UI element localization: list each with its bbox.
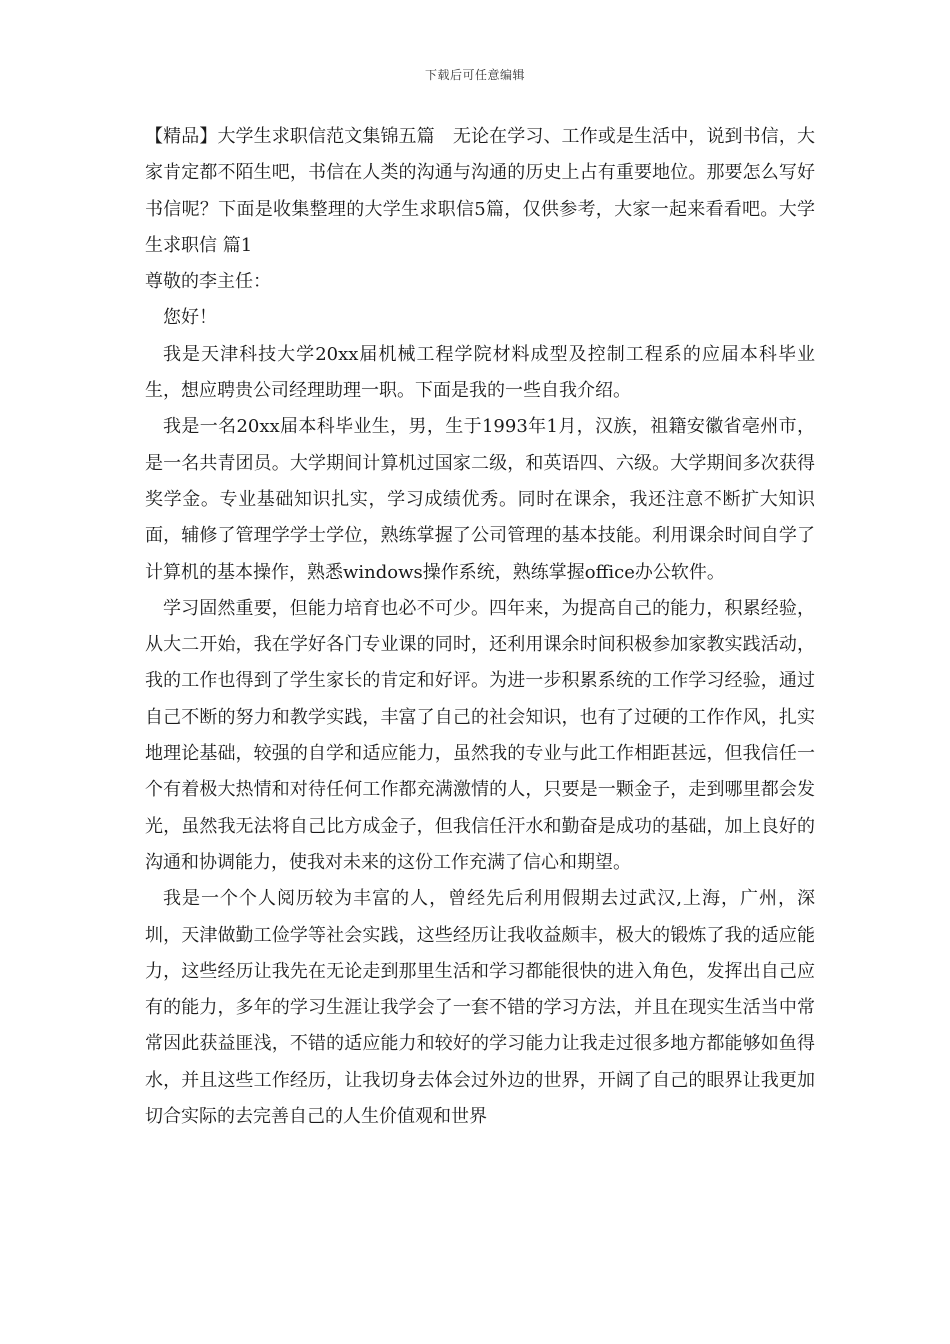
letter-paragraph: 学习固然重要，但能力培育也必不可少。四年来，为提高自己的能力，积累经验，从大二开始，我在学好各门专业课的同时，还利用课余时间积极参加家教实践活动，我的工作也得到了学生家长的肯定和好评。为进一步积累系统的工作学习经验，通过自己不断的努力和教学实践，丰富了自己的社会知识，也有了过硬的工作作风，扎实地理论基础，较强的自学和适应能力，虽然我的专业与此工作相距甚远，但我信任一个有着极大热情和对待任何工作都充满激情的人，只要是一颗金子，走到哪里都会发光，虽然我无法将自己比方成金子，但我信任汗水和勤奋是成功的基础，加上良好的沟通和协调能力，使我对未来的这份工作充满了信心和期望。	[145, 597, 815, 873]
letter-greeting: 您好！	[163, 307, 217, 329]
document-intro: 【精品】大学生求职信范文集锦五篇 无论在学习、工作或是生活中，说到书信，大家肯定都不陌生吧，书信在人类的沟通与沟通的历史上占有重要地位。那要怎么写好书信呢？下面是收集整理的大学生求职信5篇，仅供参考，大家一起来看看吧。大学生求职信 篇1	[145, 126, 815, 256]
document-body	[145, 119, 815, 1135]
letter-paragraph: 我是一个个人阅历较为丰富的人，曾经先后利用假期去过武汉,上海，广州，深圳，天津做勤工俭学等社会实践，这些经历让我收益颇丰，极大的锻炼了我的适应能力，这些经历让我先在无论走到那里生活和学习都能很快的进入角色，发挥出自己应有的能力，多年的学习生涯让我学会了一套不错的学习方法，并且在现实生活当中常常因此获益匪浅，不错的适应能力和较好的学习能力让我走过很多地方都能够如鱼得水，并且这些工作经历，让我切身去体会过外边的世界，开阔了自己的眼界让我更加切合实际的去完善自己的人生价值观和世界	[145, 888, 815, 1128]
letter-salutation: 尊敬的李主任：	[145, 271, 271, 293]
letter-paragraph: 我是一名20xx届本科毕业生，男，生于1993年1月，汉族，祖籍安徽省亳州市，是一名共青团员。大学期间计算机过国家二级，和英语四、六级。大学期间多次获得奖学金。专业基础知识扎实，学习成绩优秀。同时在课余，我还注意不断扩大知识面，辅修了管理学学士学位，熟练掌握了公司管理的基本技能。利用课余时间自学了计算机的基本操作，熟悉windows操作系统，熟练掌握office办公软件。	[145, 416, 815, 583]
letter-paragraph: 我是天津科技大学20xx届机械工程学院材料成型及控制工程系的应届本科毕业生，想应聘贵公司经理助理一职。下面是我的一些自我介绍。	[145, 343, 815, 402]
page-header-note: 下载后可任意编辑	[424, 68, 525, 82]
